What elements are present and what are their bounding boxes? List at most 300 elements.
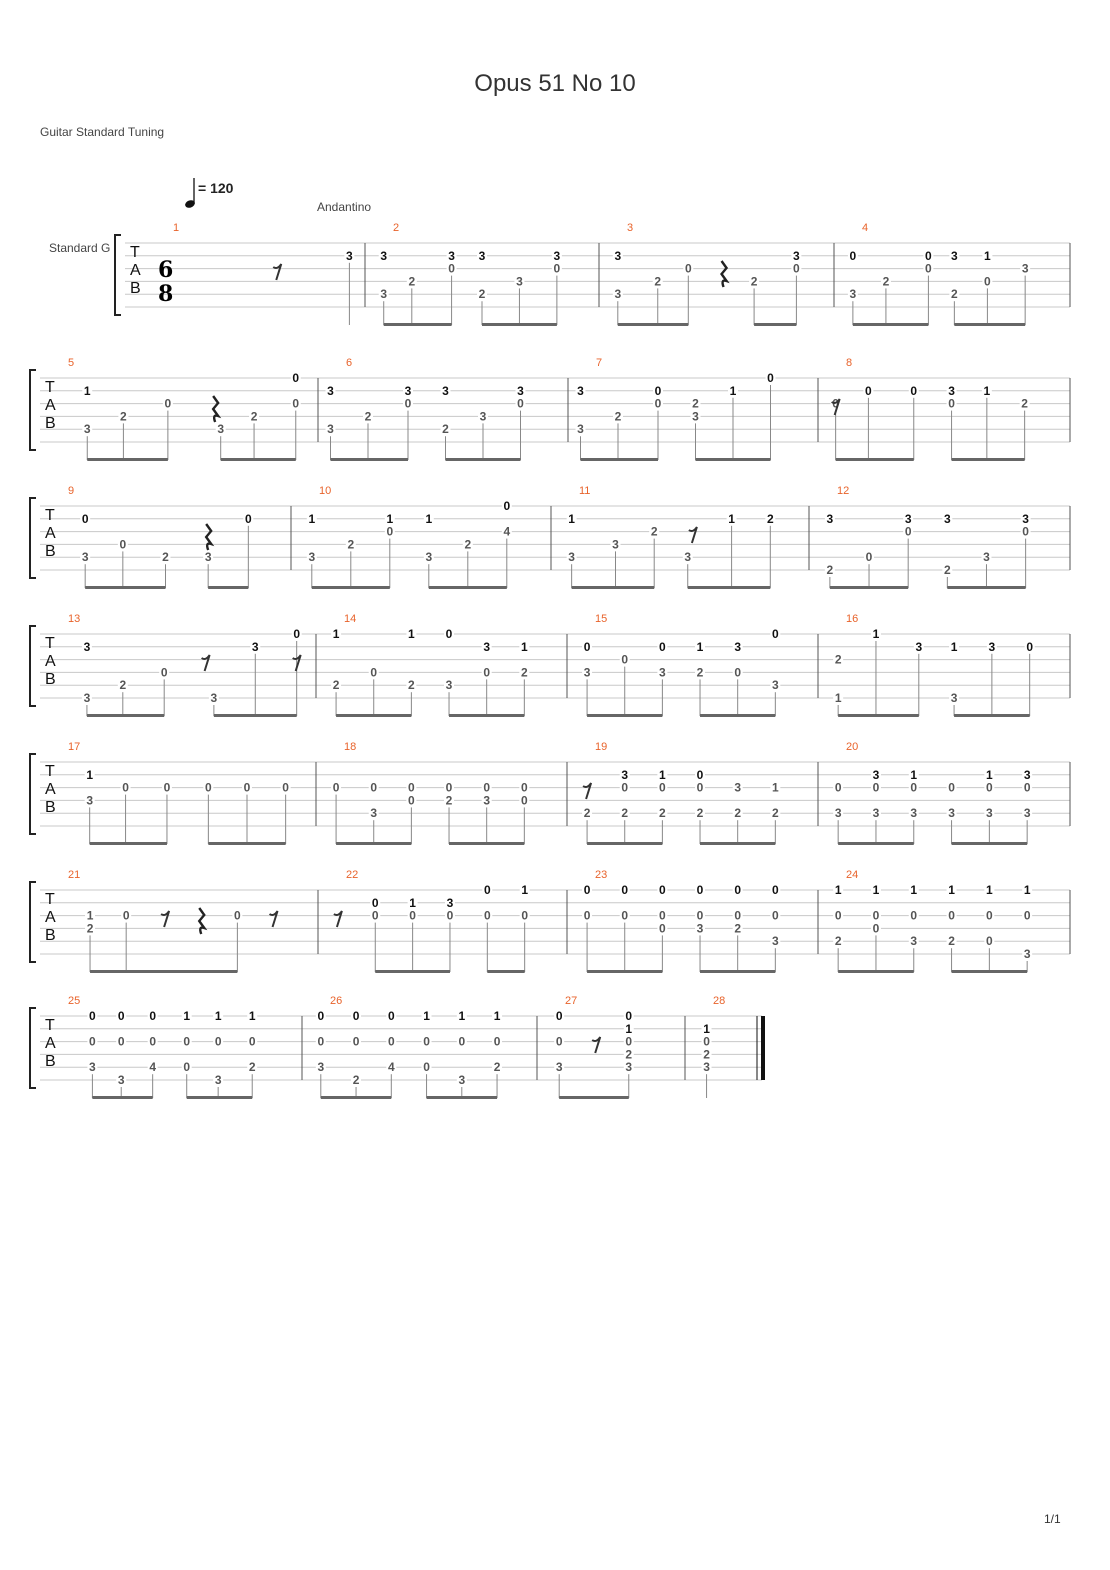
fret-number: 0 (986, 934, 993, 949)
fret-number: 0 (659, 908, 666, 923)
fret-number: 0 (160, 665, 168, 680)
fret-number: 0 (734, 883, 742, 897)
tab-clef-letter: T (45, 507, 55, 524)
fret-number: 2 (734, 921, 742, 936)
fret-number: 2 (696, 665, 704, 680)
fret-number: 0 (834, 780, 842, 795)
beam (384, 323, 452, 326)
fret-number: 0 (243, 780, 251, 795)
fret-number: 0 (621, 883, 629, 897)
beam (321, 1096, 392, 1099)
fret-number: 3 (910, 934, 918, 949)
fret-number: 3 (346, 248, 353, 263)
fret-number: 3 (458, 1073, 466, 1087)
fret-number: 1 (408, 627, 415, 641)
fret-number: 2 (696, 806, 704, 821)
fret-number: 3 (614, 248, 622, 263)
fret-number: 1 (214, 1009, 222, 1023)
fret-number: 2 (734, 806, 742, 821)
fret-number: 0 (483, 665, 491, 680)
fret-number: 1 (425, 511, 433, 526)
fret-number: 0 (371, 895, 379, 910)
measure-number: 8 (846, 357, 853, 369)
beam (90, 970, 237, 973)
tempo-value: = 120 (198, 180, 234, 196)
fret-number: 1 (872, 883, 880, 897)
fret-number: 0 (493, 1034, 501, 1049)
eighth-rest-icon (161, 911, 169, 927)
system-bracket (30, 370, 36, 450)
fret-number: 0 (89, 1034, 96, 1049)
fret-number: 3 (204, 550, 212, 565)
fret-number: 3 (448, 248, 455, 263)
tab-clef-letter: A (130, 262, 141, 279)
beam (312, 586, 390, 589)
beam (830, 586, 908, 589)
fret-number: 0 (925, 248, 932, 263)
fret-number: 3 (89, 1060, 96, 1075)
measure-number: 11 (579, 485, 591, 497)
beam (449, 842, 524, 845)
fret-number: 2 (703, 1047, 710, 1062)
measure-number: 15 (595, 613, 608, 625)
fret-number: 1 (910, 883, 918, 897)
fret-number: 2 (352, 1073, 360, 1087)
fret-number: 0 (659, 921, 666, 936)
beam (331, 458, 409, 461)
track-name: Standard G (49, 241, 111, 255)
fret-number: 0 (503, 499, 511, 513)
beam (429, 586, 507, 589)
fret-number: 2 (951, 287, 958, 302)
measure-number: 10 (319, 485, 332, 497)
eighth-rest-icon (689, 527, 697, 543)
fret-number: 3 (872, 806, 880, 821)
fret-number: 0 (625, 1034, 633, 1049)
fret-number: 0 (248, 1034, 256, 1049)
fret-number: 2 (120, 409, 127, 424)
beam (836, 458, 914, 461)
fret-number: 0 (621, 908, 629, 923)
beam (952, 458, 1025, 461)
fret-number: 0 (703, 1034, 710, 1049)
beam (952, 842, 1028, 845)
fret-number: 0 (119, 537, 127, 552)
fret-number: 1 (696, 639, 704, 654)
fret-number: 0 (834, 908, 842, 923)
beam (572, 586, 655, 589)
fret-number: 3 (612, 537, 619, 552)
fret-number: 3 (380, 287, 388, 302)
fret-number: 1 (568, 511, 575, 526)
fret-number: 2 (650, 524, 658, 539)
fret-number: 2 (408, 678, 415, 693)
fret-number: 0 (654, 383, 662, 398)
fret-number: 1 (728, 511, 735, 526)
tab-clef-letter: T (130, 244, 140, 261)
fret-number: 0 (352, 1034, 360, 1049)
fret-number: 0 (205, 780, 212, 795)
fret-number: 3 (81, 550, 89, 565)
fret-number: 4 (503, 524, 511, 539)
fret-number: 0 (483, 908, 491, 923)
fret-number: 0 (904, 524, 912, 539)
fret-number: 3 (553, 248, 561, 263)
fret-number: 0 (483, 780, 491, 795)
fret-number: 3 (425, 550, 433, 565)
final-barline (761, 1016, 765, 1080)
fret-number: 3 (214, 1073, 222, 1087)
fret-number: 3 (986, 806, 993, 821)
fret-number: 3 (479, 409, 487, 424)
beam (87, 714, 164, 717)
fret-number: 1 (520, 639, 528, 654)
fret-number: 0 (282, 780, 289, 795)
fret-number: 0 (164, 396, 172, 411)
fret-number: 3 (517, 383, 524, 398)
fret-number: 0 (352, 1009, 360, 1023)
eighth-rest-icon (270, 911, 278, 927)
fret-number: 0 (625, 1009, 633, 1023)
fret-number: 3 (1023, 947, 1031, 961)
tab-clef-letter: B (45, 799, 56, 816)
fret-number: 3 (404, 383, 412, 398)
fret-number: 0 (183, 1060, 191, 1075)
fret-number: 4 (387, 1060, 395, 1075)
fret-number: 3 (83, 691, 91, 705)
tab-clef-letter: A (45, 397, 56, 414)
beam (618, 323, 689, 326)
fret-number: 1 (910, 767, 918, 782)
time-signature-bottom: 8 (158, 281, 174, 307)
eighth-rest-icon (583, 783, 591, 799)
fret-number: 3 (1021, 261, 1029, 276)
fret-number: 0 (1023, 780, 1031, 795)
beam (559, 1096, 629, 1099)
fret-number: 0 (621, 652, 629, 667)
fret-number: 3 (983, 550, 990, 565)
fret-number: 0 (386, 524, 394, 539)
fret-number: 0 (696, 908, 704, 923)
fret-number: 3 (834, 806, 842, 821)
measure-number: 9 (68, 485, 75, 497)
tab-clef-letter: A (45, 653, 56, 670)
fret-number: 3 (915, 639, 923, 654)
fret-number: 0 (948, 780, 955, 795)
beam (336, 842, 411, 845)
fret-number: 0 (771, 883, 779, 897)
fret-number: 0 (555, 1009, 563, 1023)
fret-number: 1 (248, 1009, 256, 1023)
fret-number: 0 (317, 1034, 325, 1049)
fret-number: 3 (614, 287, 622, 302)
system-bracket (30, 626, 36, 706)
fret-number: 0 (458, 1034, 466, 1049)
fret-number: 2 (834, 934, 842, 949)
fret-number: 0 (734, 908, 742, 923)
fret-number: 1 (834, 691, 842, 705)
measure-number: 2 (393, 222, 400, 234)
measure-number: 7 (596, 357, 603, 369)
fret-number: 1 (521, 883, 529, 897)
fret-number: 3 (943, 511, 951, 526)
tab-clef-letter: B (45, 671, 56, 688)
beam (688, 586, 771, 589)
fret-number: 3 (621, 767, 629, 782)
measure-number: 3 (627, 222, 634, 234)
fret-number: 3 (910, 806, 918, 821)
fret-number: 0 (849, 248, 857, 263)
tab-clef-letter: A (45, 909, 56, 926)
tab-clef-letter: B (45, 927, 56, 944)
system-bracket (30, 498, 36, 578)
fret-number: 0 (865, 383, 872, 398)
fret-number: 3 (317, 1060, 325, 1075)
fret-number: 0 (872, 780, 880, 795)
measure-number: 22 (346, 869, 359, 881)
fret-number: 1 (1023, 883, 1031, 897)
measure-number: 19 (595, 741, 608, 753)
fret-number: 3 (849, 287, 857, 302)
fret-number: 0 (293, 627, 301, 641)
fret-number: 1 (386, 511, 394, 526)
beam (487, 970, 524, 973)
beam (336, 714, 411, 717)
beam (427, 1096, 498, 1099)
fret-number: 1 (458, 1009, 466, 1023)
fret-number: 2 (614, 409, 622, 424)
fret-number: 3 (210, 691, 218, 705)
beam (375, 970, 450, 973)
fret-number: 2 (948, 934, 955, 949)
fret-number: 3 (872, 767, 880, 782)
fret-number: 0 (183, 1034, 191, 1049)
fret-number: 2 (692, 396, 699, 411)
fret-number: 0 (317, 1009, 325, 1023)
fret-number: 0 (767, 371, 774, 385)
quarter-rest-icon (206, 524, 211, 550)
beam (587, 842, 662, 845)
fret-number: 0 (984, 274, 991, 289)
fret-number: 0 (163, 780, 171, 795)
fret-number: 2 (583, 806, 591, 821)
measure-number: 18 (344, 741, 357, 753)
fret-number: 3 (117, 1073, 125, 1087)
fret-number: 0 (445, 627, 453, 641)
system-bracket (115, 235, 121, 315)
fret-number: 0 (149, 1009, 157, 1023)
tempo-marking: Andantino (317, 200, 372, 214)
fret-number: 1 (332, 627, 340, 641)
fret-number: 3 (577, 422, 584, 437)
measure-number: 24 (846, 869, 859, 881)
fret-number: 1 (83, 383, 91, 398)
fret-number: 3 (308, 550, 316, 565)
beam (587, 970, 662, 973)
measure-number: 13 (68, 613, 81, 625)
measure-number: 17 (68, 741, 81, 753)
fret-number: 0 (872, 908, 880, 923)
fret-number: 0 (520, 780, 528, 795)
measure-number: 21 (68, 869, 81, 881)
fret-number: 0 (771, 627, 779, 641)
fret-number: 3 (568, 550, 575, 565)
time-signature-top: 6 (158, 257, 174, 283)
fret-number: 3 (83, 639, 91, 654)
fret-number: 0 (81, 511, 89, 526)
fret-number: 3 (904, 511, 912, 526)
fret-number: 2 (445, 793, 453, 808)
fret-number: 2 (408, 274, 416, 289)
fret-number: 0 (446, 908, 454, 923)
beam (87, 458, 168, 461)
fret-number: 0 (654, 396, 662, 411)
fret-number: 0 (517, 396, 524, 411)
fret-number: 0 (621, 780, 629, 795)
fret-number: 0 (370, 780, 378, 795)
tab-clef-letter: B (45, 415, 56, 432)
beam (221, 458, 296, 461)
system-bracket (30, 1008, 36, 1088)
tab-clef-letter: T (45, 635, 55, 652)
fret-number: 2 (771, 806, 779, 821)
fret-number: 0 (445, 780, 453, 795)
fret-number: 2 (654, 274, 662, 289)
fret-number: 0 (832, 396, 839, 411)
fret-number: 1 (183, 1009, 191, 1023)
beam (449, 714, 524, 717)
fret-number: 1 (872, 627, 880, 641)
beam (838, 842, 914, 845)
beam (952, 970, 1028, 973)
fret-number: 3 (478, 248, 486, 263)
fret-number: 3 (380, 248, 388, 263)
fret-number: 0 (122, 780, 129, 795)
beam (187, 1096, 253, 1099)
beam (947, 586, 1025, 589)
fret-number: 3 (370, 806, 378, 821)
beam (85, 586, 165, 589)
fret-number: 2 (119, 678, 127, 693)
fret-number: 0 (734, 665, 742, 680)
fret-number: 0 (244, 511, 252, 526)
tab-clef-letter: T (45, 763, 55, 780)
fret-number: 0 (696, 780, 704, 795)
fret-number: 0 (1026, 639, 1034, 654)
fret-number: 3 (83, 422, 91, 437)
measure-number: 12 (837, 485, 850, 497)
beam (700, 714, 775, 717)
fret-number: 1 (493, 1009, 501, 1023)
fret-number: 1 (409, 895, 416, 910)
fret-number: 3 (327, 383, 334, 398)
quarter-rest-icon (213, 396, 218, 422)
fret-number: 3 (217, 422, 225, 437)
fret-number: 3 (793, 248, 800, 263)
fret-number: 0 (948, 908, 955, 923)
fret-number: 0 (521, 908, 529, 923)
fret-number: 0 (925, 261, 932, 276)
fret-number: 1 (771, 780, 779, 795)
fret-number: 3 (703, 1060, 710, 1075)
fret-number: 0 (986, 780, 993, 795)
score-title: Opus 51 No 10 (474, 70, 636, 97)
eighth-rest-icon (334, 911, 342, 927)
beam (838, 970, 914, 973)
measure-number: 16 (846, 613, 859, 625)
fret-number: 2 (347, 537, 355, 552)
fret-number: 2 (250, 409, 258, 424)
fret-number: 0 (370, 665, 378, 680)
fret-number: 2 (1021, 396, 1028, 411)
fret-number: 1 (86, 767, 94, 782)
fret-number: 0 (387, 1009, 395, 1023)
beam (214, 714, 297, 717)
fret-number: 1 (986, 767, 993, 782)
measure-number: 23 (595, 869, 608, 881)
tab-clef-letter: A (45, 525, 56, 542)
fret-number: 1 (986, 883, 993, 897)
fret-number: 0 (117, 1009, 125, 1023)
fret-number: 3 (516, 274, 523, 289)
fret-number: 0 (423, 1060, 430, 1075)
fret-number: 0 (149, 1034, 157, 1049)
measure-number: 25 (68, 995, 81, 1007)
fret-number: 0 (404, 396, 412, 411)
fret-number: 0 (659, 639, 666, 654)
fret-number: 3 (659, 665, 666, 680)
fret-number: 3 (684, 550, 692, 565)
fret-number: 3 (734, 780, 742, 795)
fret-number: 3 (555, 1060, 563, 1075)
tab-clef-letter: A (45, 1035, 56, 1052)
tab-clef-letter: T (45, 379, 55, 396)
beam (446, 458, 521, 461)
fret-number: 2 (766, 511, 774, 526)
system-bracket (30, 882, 36, 962)
tab-clef-letter: A (45, 781, 56, 798)
measure-number: 27 (565, 995, 578, 1007)
fret-number: 0 (371, 908, 379, 923)
fret-number: 0 (865, 550, 873, 565)
beam (838, 714, 919, 717)
fret-number: 0 (409, 908, 416, 923)
fret-number: 2 (478, 287, 486, 302)
fret-number: 2 (659, 806, 666, 821)
beam (90, 842, 167, 845)
fret-number: 0 (423, 1034, 430, 1049)
fret-number: 3 (948, 383, 955, 398)
fret-number: 0 (659, 883, 666, 897)
fret-number: 2 (834, 652, 842, 667)
fret-number: 0 (89, 1009, 96, 1023)
fret-number: 3 (327, 422, 334, 437)
measure-number: 1 (173, 222, 180, 234)
fret-number: 0 (684, 261, 692, 276)
fret-number: 0 (122, 908, 130, 923)
fret-number: 2 (248, 1060, 256, 1075)
fret-number: 0 (483, 883, 491, 897)
fret-number: 1 (308, 511, 316, 526)
fret-number: 1 (950, 639, 958, 654)
fret-number: 2 (86, 921, 94, 936)
fret-number: 0 (910, 908, 918, 923)
fret-number: 3 (483, 639, 491, 654)
fret-number: 0 (117, 1034, 125, 1049)
fret-number: 2 (493, 1060, 501, 1075)
fret-number: 0 (793, 261, 800, 276)
measure-number: 4 (862, 222, 869, 234)
